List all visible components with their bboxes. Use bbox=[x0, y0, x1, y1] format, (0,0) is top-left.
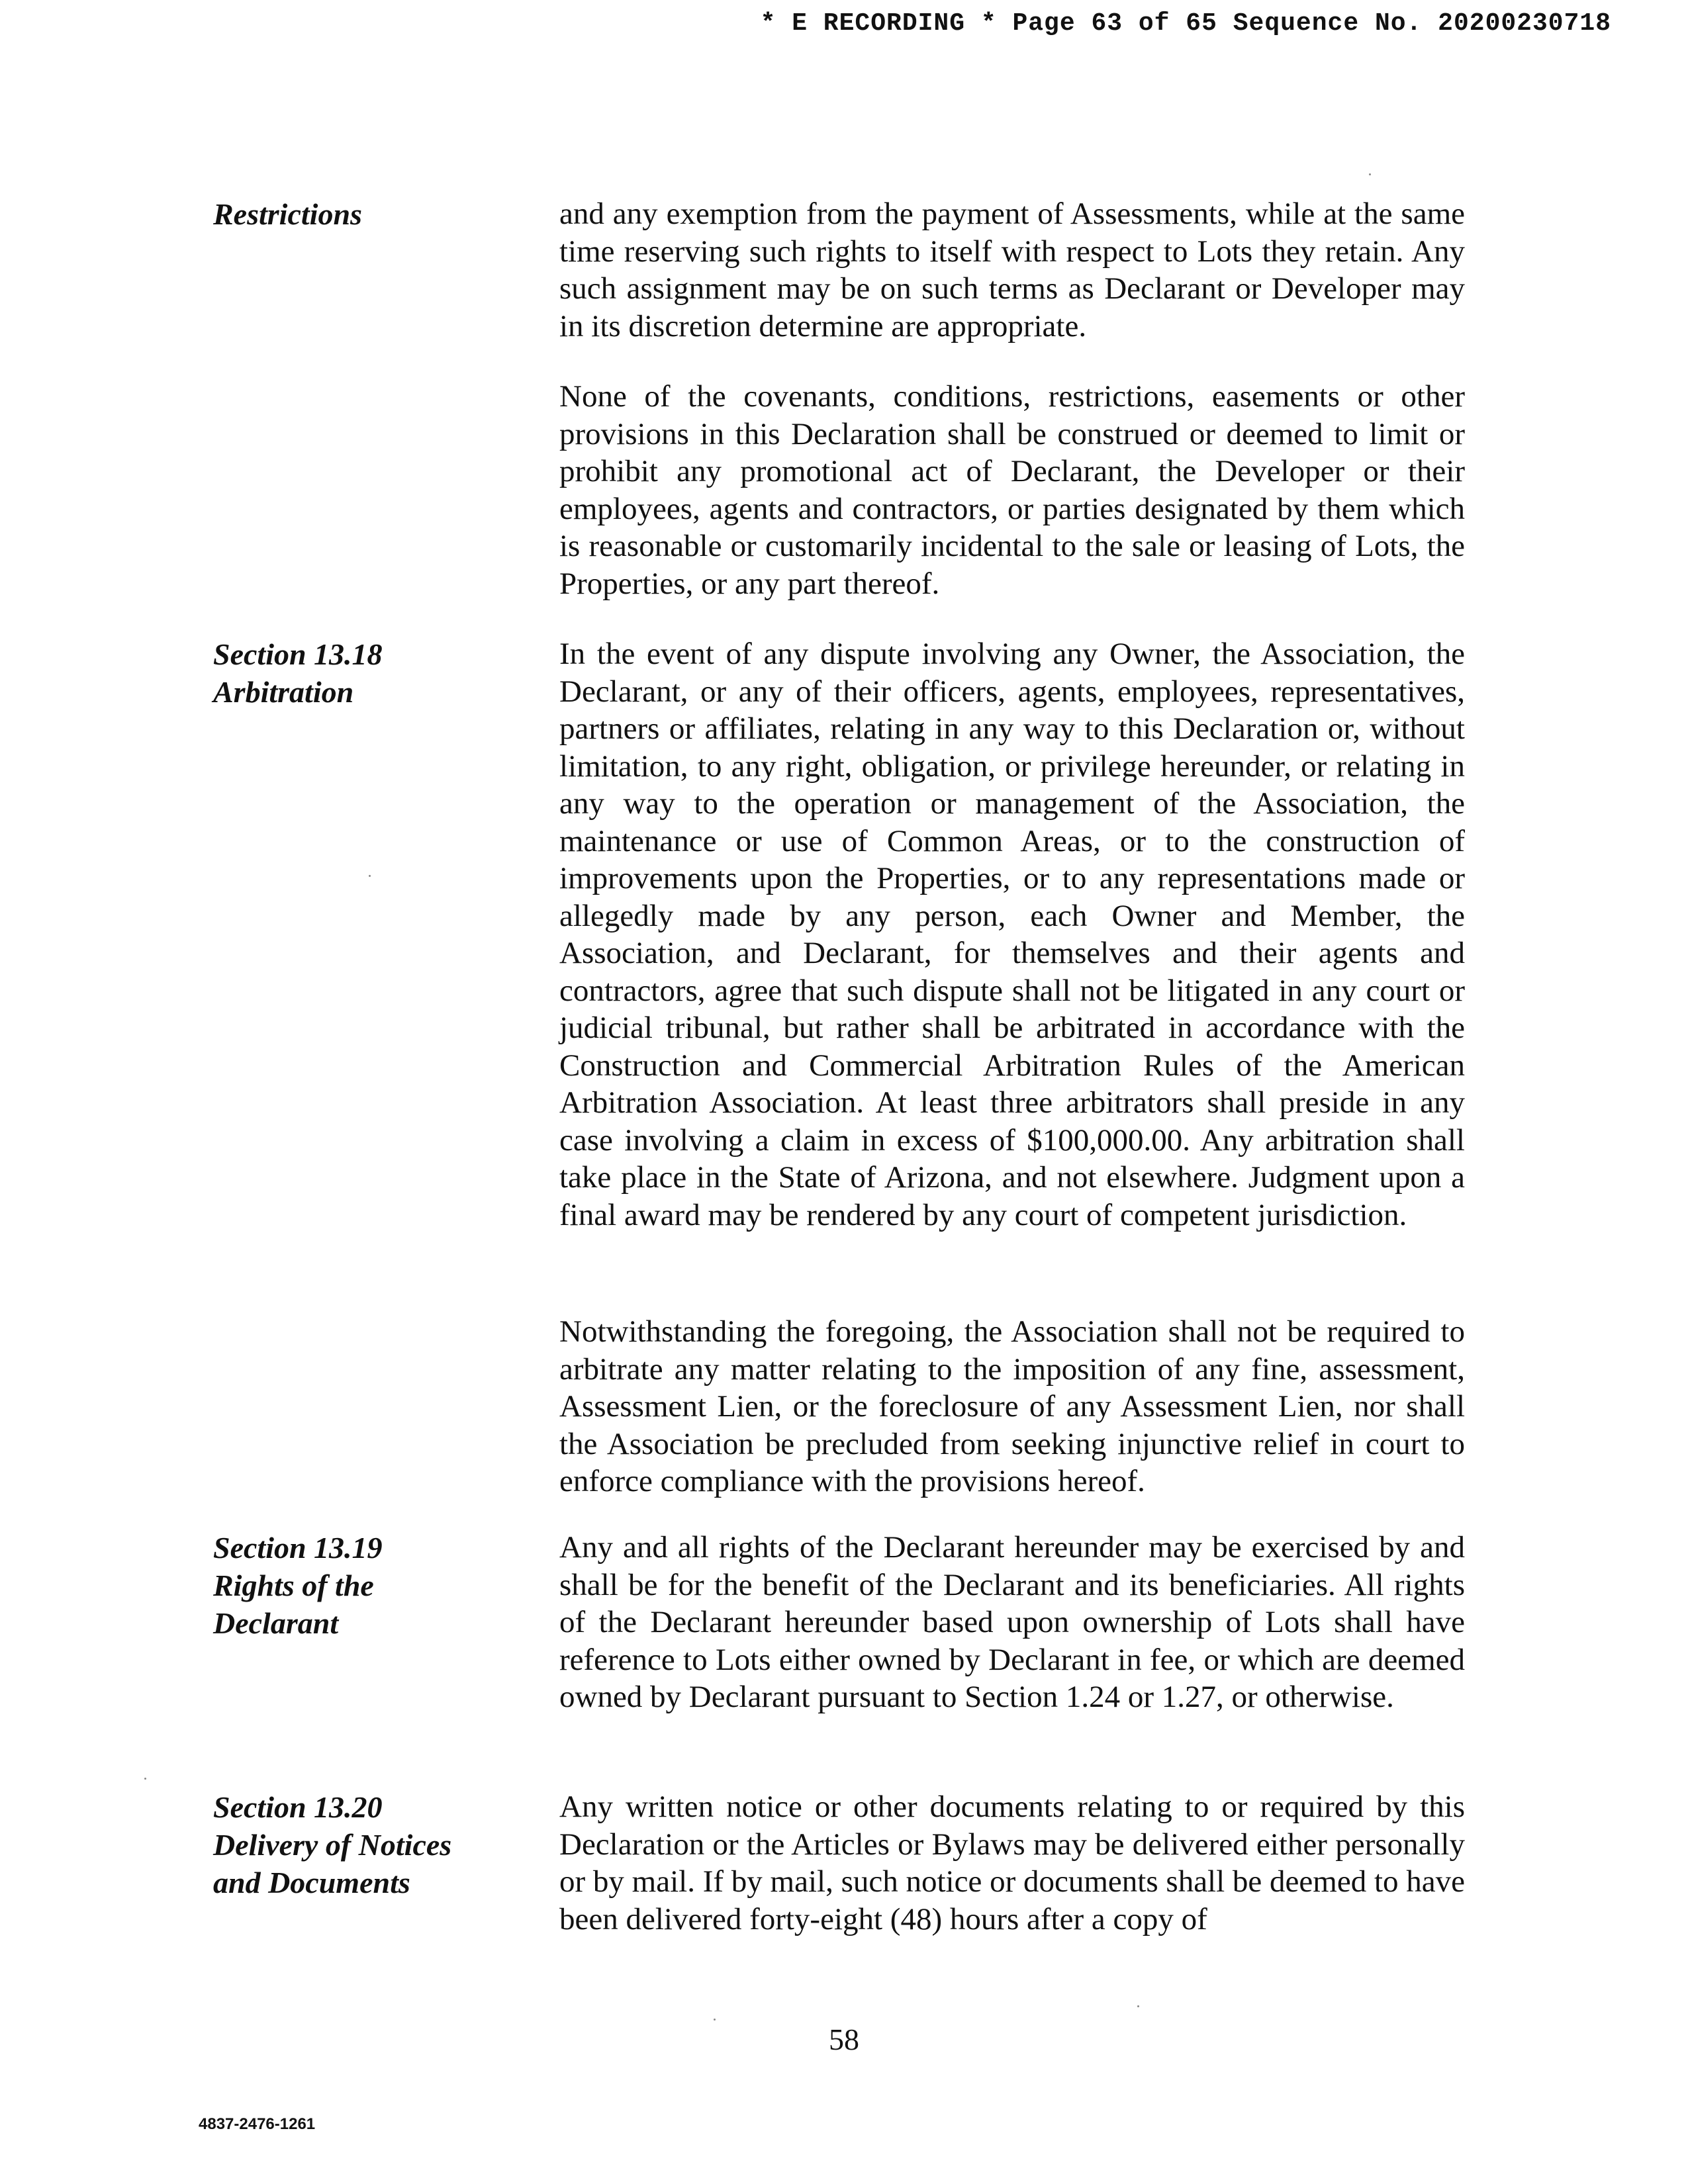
scan-speck bbox=[1137, 2005, 1139, 2007]
body-paragraph: and any exemption from the payment of Assessments, while at the same time reserving such rights to itself with respect to Lots they retain. Any such assignment may be on such terms as Declarant or Developer may in its discretion determine are appropriate. bbox=[559, 197, 1465, 343]
body-paragraph: Notwithstanding the foregoing, the Association shall not be required to arbitrate any matter relating to the imposition of any fine, assessment, Assessment Lien, or the foreclosure of any Assessment Lien, nor shall the Association be precluded from seeking injunctive relief in court to enforce compliance with the provisions hereof. bbox=[559, 1314, 1465, 1498]
scan-speck bbox=[369, 875, 371, 877]
heading-line: Section 13.18 bbox=[213, 637, 383, 671]
heading-line: Rights of the bbox=[213, 1569, 374, 1602]
body-paragraph: In the event of any dispute involving any Owner, the Association, the Declarant, or any of their officers, agents, employees, representatives, partners or affiliates, relating in any way to this Declaration or, without limitation, to any right, obligation, or privilege hereunder, or relating in any way to the operation or management of the Association, the maintenance or use of Common Areas, or to the construction of improvements upon the Properties, or to any representations made or allegedly made by any person, each Owner and Member, the Association, and Declarant, for themselves and their agents and contractors, agree that such dispute shall not be litigated in any court or judicial tribunal, but rather shall be arbitrated in accordance with the Construction and Commercial Arbitration Rules of the American Arbitration Association. At least three arbitrators shall preside in any case involving a claim in excess of $100,000.00. Any arbitration shall take place in the State of Arizona, and not elsewhere. Judgment upon a final award may be rendered by any court of competent jurisdiction. bbox=[559, 637, 1465, 1232]
section-heading bbox=[213, 1788, 518, 1901]
heading-line: Section 13.19 bbox=[213, 1531, 383, 1565]
heading-line: Section 13.20 bbox=[213, 1790, 383, 1824]
section-heading bbox=[213, 635, 518, 711]
page-number: 58 bbox=[829, 2023, 859, 2056]
section-heading bbox=[213, 1529, 518, 1642]
section-heading bbox=[213, 195, 518, 233]
scan-speck bbox=[714, 2019, 716, 2021]
scan-speck bbox=[1369, 173, 1371, 175]
recording-stamp: * E RECORDING * Page 63 of 65 Sequence No. 20200230718 bbox=[760, 9, 1611, 38]
heading-line: Declarant bbox=[213, 1606, 339, 1640]
body-paragraph: None of the covenants, conditions, restrictions, easements or other provisions in this Declaration shall be construed or deemed to limit or prohibit any promotional act of Declarant, the Developer or their employees, agents and contractors, or parties designated by them which is reasonable or customarily incidental to the sale or leasing of Lots, the Properties, or any part thereof. bbox=[559, 379, 1465, 601]
body-paragraph: Any and all rights of the Declarant hereunder may be exercised by and shall be for the benefit of the Declarant and its beneficiaries. All rights of the Declarant hereunder based upon ownership of Lots shall have reference to Lots either owned by Declarant in fee, or which are deemed owned by Declarant pursuant to Section 1.24 or 1.27, or otherwise. bbox=[559, 1530, 1465, 1714]
scan-speck bbox=[144, 1778, 146, 1780]
document-id: 4837-2476-1261 bbox=[199, 2115, 316, 2133]
heading-line: Restrictions bbox=[213, 197, 362, 231]
heading-line: Arbitration bbox=[213, 675, 354, 709]
heading-line: and Documents bbox=[213, 1866, 410, 1899]
heading-line: Delivery of Notices bbox=[213, 1828, 452, 1862]
body-paragraph: Any written notice or other documents relating to or required by this Declaration or the Articles or Bylaws may be delivered either personally or by mail. If by mail, such notice or documents shall be deemed to have been delivered forty-eight (48) hours after a copy of bbox=[559, 1790, 1465, 1936]
